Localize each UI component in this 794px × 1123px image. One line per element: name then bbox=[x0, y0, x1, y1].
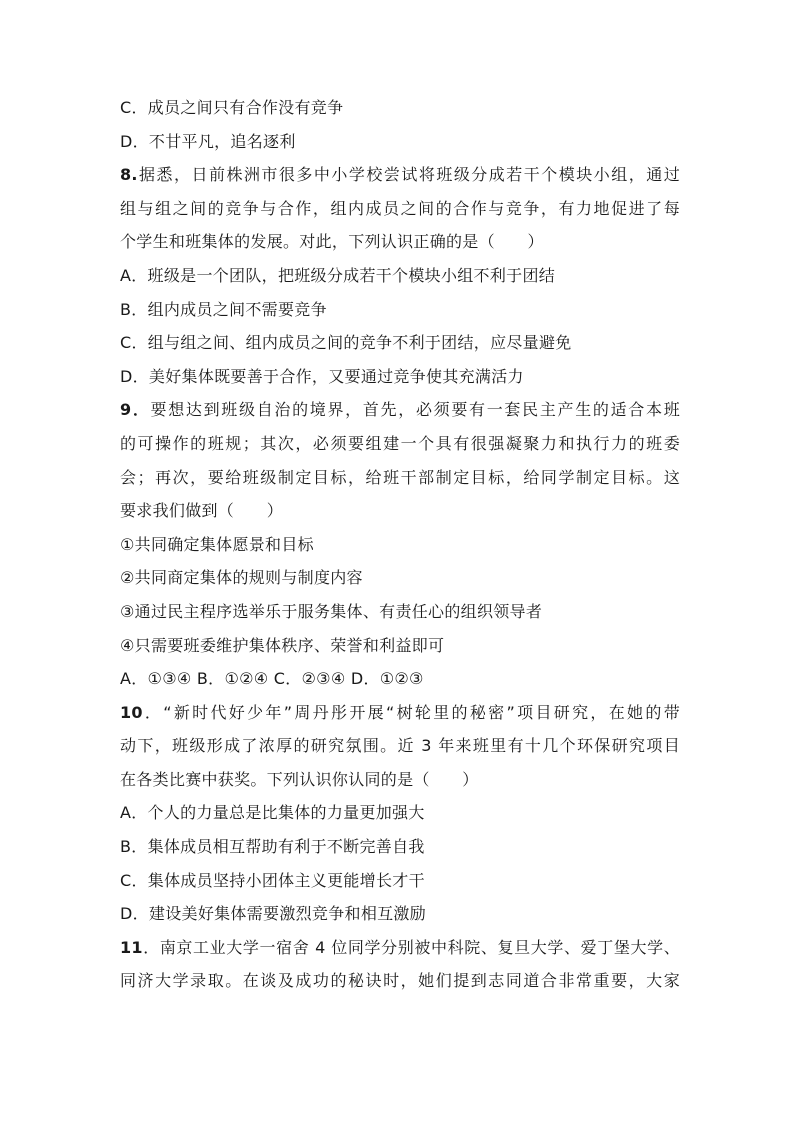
q9-stem-line-1: 9．要想达到班级自治的境界，首先，必须要有一套民主产生的适合本班 bbox=[120, 400, 680, 420]
q8-stem-line-2: 组与组之间的竞争与合作，组内成员之间的合作与竞争，有力地促进了每 bbox=[120, 198, 680, 218]
q9-stem-line-2: 的可操作的班规；其次，必须要组建一个具有很强凝聚力和执行力的班委 bbox=[120, 433, 680, 453]
q9-stem-line-4: 要求我们做到（ ） bbox=[120, 501, 284, 521]
q11-stem-line-1: 11．南京工业大学一宿舍 4 位同学分别被中科院、复旦大学、爱丁堡大学、 bbox=[120, 937, 680, 957]
q10-option-b: B．集体成员相互帮助有利于不断完善自我 bbox=[120, 837, 425, 857]
q9-item-2: ②共同商定集体的规则与制度内容 bbox=[120, 568, 363, 588]
q10-option-d: D．建设美好集体需要激烈竞争和相互激励 bbox=[120, 904, 427, 924]
q8-option-c: C．组与组之间、组内成员之间的竞争不利于团结，应尽量避免 bbox=[120, 333, 572, 353]
q9-number: 9． bbox=[120, 400, 151, 420]
q8-stem-line-1: 8.据悉，日前株洲市很多中小学校尝试将班级分成若干个模块小组，通过 bbox=[120, 165, 680, 185]
q9-item-1: ①共同确定集体愿景和目标 bbox=[120, 534, 314, 554]
q8-option-d: D．美好集体既要善于合作，又要通过竞争使其充满活力 bbox=[120, 366, 524, 386]
q8-option-a: A．班级是一个团队，把班级分成若干个模块小组不利于团结 bbox=[120, 265, 556, 285]
q9-item-4: ④只需要班委维护集体秩序、荣誉和利益即可 bbox=[120, 635, 445, 655]
q11-number: 11 bbox=[120, 937, 143, 957]
q10-stem-line-1: 10．“新时代好少年”周丹彤开展“树轮里的秘密”项目研究，在她的带 bbox=[120, 702, 680, 722]
q10-stem-line-3: 在各类比赛中获奖。下列认识你认同的是（ ） bbox=[120, 769, 479, 789]
q8-option-b: B．组内成员之间不需要竞争 bbox=[120, 299, 327, 319]
q9-stem-line-3: 会；再次，要给班级制定目标，给班干部制定目标，给同学制定目标。这 bbox=[120, 467, 680, 487]
q10-option-a: A．个人的力量总是比集体的力量更加强大 bbox=[120, 803, 425, 823]
q11-stem-line-2: 同济大学录取。在谈及成功的秘诀时，她们提到志同道合非常重要，大家 bbox=[120, 971, 680, 991]
q10-stem-line-2: 动下，班级形成了浓厚的研究氛围。近 3 年来班里有十几个环保研究项目 bbox=[120, 736, 680, 756]
q10-number: 10 bbox=[120, 702, 143, 722]
q9-item-3: ③通过民主程序选举乐于服务集体、有责任心的组织领导者 bbox=[120, 601, 543, 621]
q9-options: A．①③④ B．①②④ C．②③④ D．①②③ bbox=[120, 669, 424, 689]
q10-option-c: C．集体成员坚持小团体主义更能增长才干 bbox=[120, 870, 425, 890]
q8-number: 8. bbox=[120, 165, 138, 185]
q7-option-c: C．成员之间只有合作没有竞争 bbox=[120, 98, 344, 117]
q7-option-d: D．不甘平凡，追名逐利 bbox=[120, 131, 296, 151]
q8-stem-line-3: 个学生和班集体的发展。对此，下列认识正确的是（ ） bbox=[120, 232, 544, 252]
question-content bbox=[120, 91, 680, 998]
